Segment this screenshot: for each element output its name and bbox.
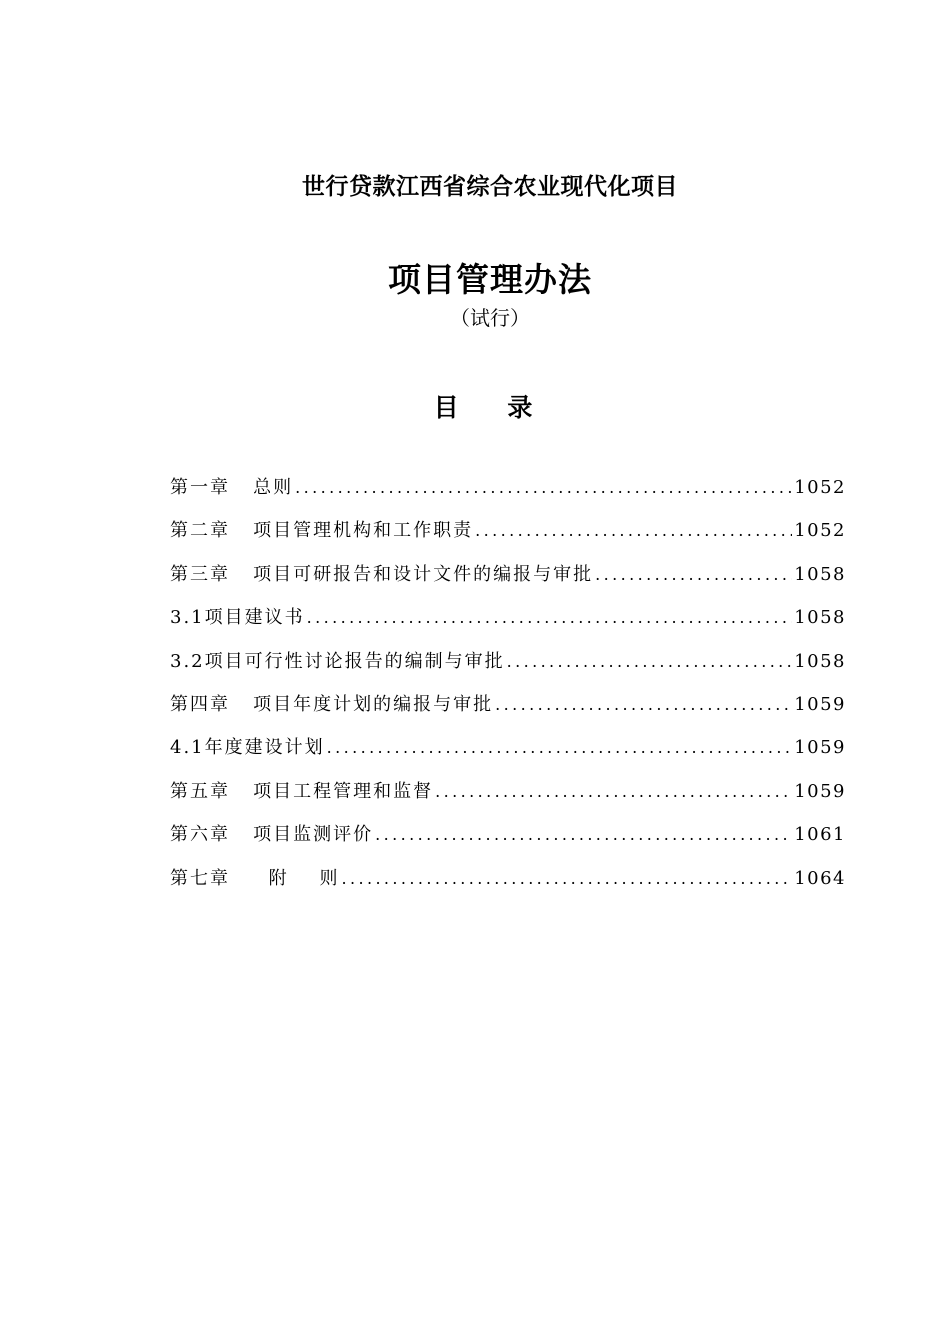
toc-entry: [170, 690, 846, 733]
toc-dot-leader: [342, 869, 793, 888]
toc-entry-page: 1059: [794, 780, 846, 802]
toc-dot-leader: [295, 478, 792, 497]
table-of-contents: [170, 473, 846, 907]
toc-entry-label: 3.1项目建议书: [170, 607, 305, 629]
toc-entry: [170, 820, 846, 863]
toc-entry-label: 第二章 项目管理机构和工作职责: [170, 520, 474, 542]
toc-entry-label: 4.1年度建设计划: [170, 737, 325, 759]
toc-entry-page: 1058: [794, 650, 846, 672]
toc-entry: [170, 733, 846, 776]
toc-entry-page: 1061: [794, 824, 846, 846]
toc-dot-leader: [507, 652, 793, 671]
toc-entry-label: 第五章 项目工程管理和监督: [170, 780, 434, 802]
toc-entry: [170, 777, 846, 820]
toc-entry: [170, 560, 846, 603]
toc-entry-page: 1064: [794, 867, 846, 889]
toc-dot-leader: [495, 695, 792, 714]
toc-dot-leader: [327, 738, 793, 757]
toc-entry-label: 第七章 附 则: [170, 867, 340, 889]
toc-heading: 目 录: [433, 393, 553, 422]
toc-dot-leader: [435, 782, 792, 801]
toc-dot-leader: [475, 521, 792, 540]
toc-entry: [170, 603, 846, 646]
toc-entry-label: 第六章 项目监测评价: [170, 824, 374, 846]
toc-entry-page: 1058: [794, 563, 846, 585]
document-title: 项目管理办法: [388, 260, 592, 299]
toc-entry-page: 1058: [794, 607, 846, 629]
project-name: 世行贷款江西省综合农业现代化项目: [302, 174, 678, 200]
toc-entry-label: 第四章 项目年度计划的编报与审批: [170, 693, 494, 715]
toc-entry-page: 1059: [794, 737, 846, 759]
toc-dot-leader: [307, 608, 793, 627]
toc-entry-page: 1052: [794, 477, 846, 498]
toc-entry: [170, 864, 846, 907]
toc-entry-label: 第一章 总则: [170, 477, 294, 498]
toc-entry: [170, 647, 846, 690]
toc-entry-page: 1052: [794, 520, 846, 542]
toc-dot-leader: [595, 565, 792, 584]
toc-entry-label: 第三章 项目可研报告和设计文件的编报与审批: [170, 563, 594, 585]
toc-entry-label: 3.2项目可行性讨论报告的编制与审批: [170, 650, 505, 672]
document-subtitle: （试行）: [450, 306, 530, 330]
toc-entry-page: 1059: [794, 693, 846, 715]
toc-entry: [170, 473, 846, 516]
toc-entry: [170, 516, 846, 559]
toc-dot-leader: [375, 825, 792, 844]
